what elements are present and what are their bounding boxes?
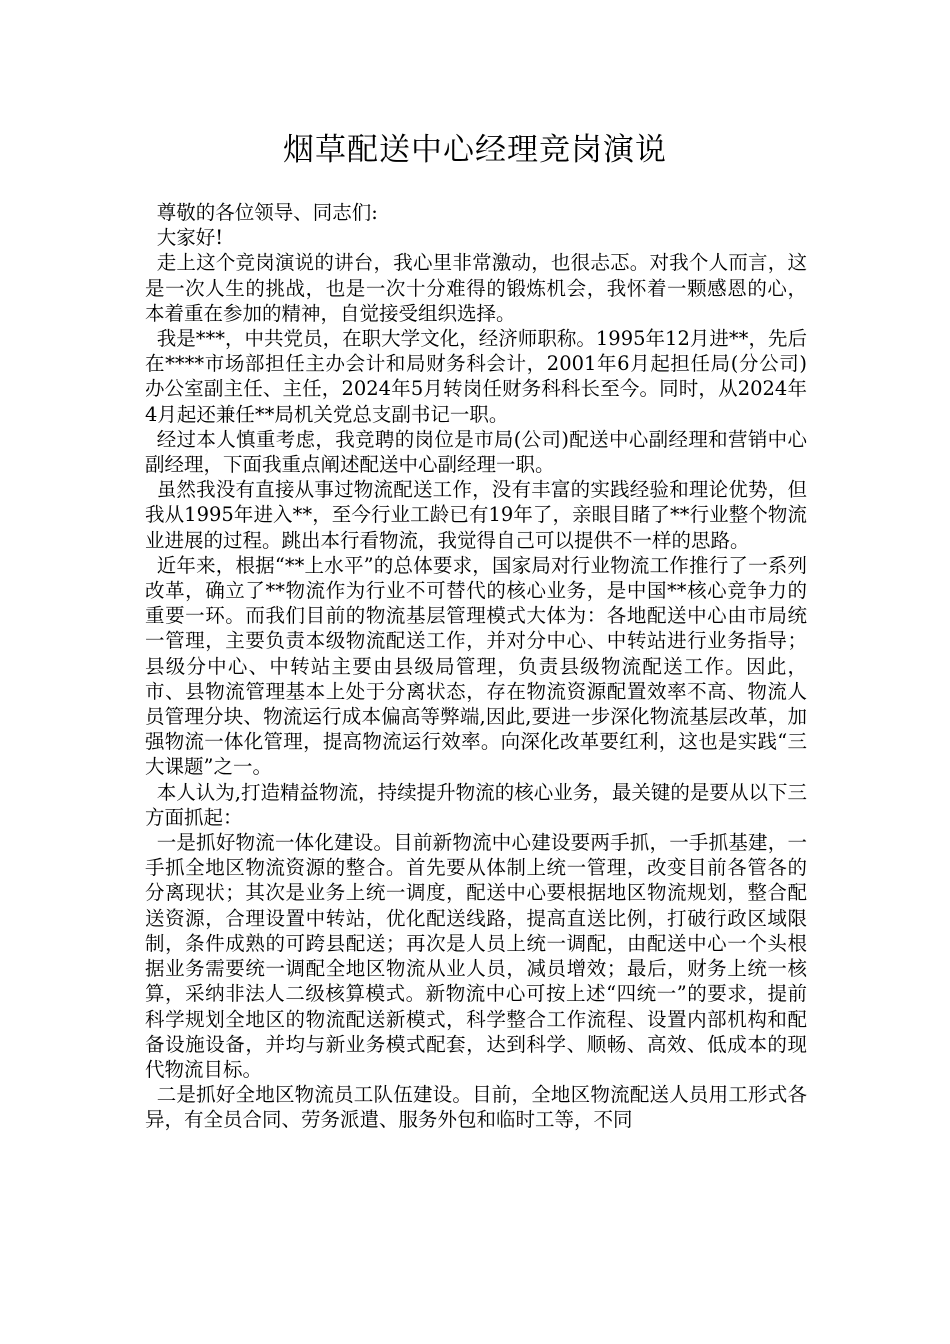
greeting: 大家好!	[156, 226, 224, 250]
paragraph-experience: 虽然我没有直接从事过物流配送工作，没有丰富的实践经验和理论优势，但我从1995年进入**，至今行业工龄已有19年了，亲眼目睹了**行业整个物流业进展的过程。跳出本行看物流，我觉得自己可以提供不一样的思路。	[145, 478, 807, 552]
paragraph-point-two: 二是抓好全地区物流员工队伍建设。目前，全地区物流配送人员用工形式各异，有全员合同、劳务派遣、服务外包和临时工等，不同	[145, 1083, 807, 1132]
document-title: 烟草配送中心经理竞岗演说	[283, 132, 667, 168]
paragraph-self-introduction: 我是***，中共党员，在职大学文化，经济师职称。1995年12月进**，先后在****市场部担任主办会计和局财务科会计，2001年6月起担任局(分公司)办公室副主任、主任，2024年5月转岗任财务科科长至今。同时，从2024年4月起还兼任**局机关党总支副书记一职。	[145, 327, 807, 426]
paragraph-opening: 走上这个竞岗演说的讲台，我心里非常激动，也很忐忑。对我个人而言，这是一次人生的挑战，也是一次十分难得的锻炼机会，我怀着一颗感恩的心，本着重在参加的精神，自觉接受组织选择。	[145, 251, 807, 325]
paragraph-background: 近年来，根据“**上水平”的总体要求，国家局对行业物流工作推行了一系列改革，确立了**物流作为行业不可替代的核心业务，是中国**核心竞争力的重要一环。而我们目前的物流基层管理模式大体为：各地配送中心由市局统一管理，主要负责本级物流配送工作，并对分中心、中转站进行业务指导；县级分中心、中转站主要由县级局管理，负责县级物流配送工作。因此，市、县物流管理基本上处于分离状态，存在物流资源配置效率不高、物流人员管理分块、物流运行成本偏高等弊端,因此,要进一步深化物流基层改革，加强物流一体化管理，提高物流运行效率。向深化改革要红利，这也是实践“三大课题”之一。	[145, 553, 807, 779]
paragraph-point-one: 一是抓好物流一体化建设。目前新物流中心建设要两手抓，一手抓基建，一手抓全地区物流资源的整合。首先要从体制上统一管理，改变目前各管各的分离现状；其次是业务上统一调度，配送中心要根据地区物流规划，整合配送资源，合理设置中转站，优化配送线路，提高直送比例，打破行政区域限制，条件成熟的可跨县配送；再次是人员上统一调配，由配送中心一个头根据业务需要统一调配全地区物流从业人员，减员增效；最后，财务上统一核算，采纳非法人二级核算模式。新物流中心可按上述“四统一”的要求，提前科学规划全地区的物流配送新模式，科学整合工作流程、设置内部机构和配备设施设备，并均与新业务模式配套，达到科学、顺畅、高效、低成本的现代物流目标。	[145, 831, 807, 1081]
salutation: 尊敬的各位领导、同志们:	[156, 201, 378, 224]
paragraph-position: 经过本人慎重考虑，我竞聘的岗位是市局(公司)配送中心副经理和营销中心副经理，下面我重点阐述配送中心副经理一职。	[145, 427, 807, 477]
paragraph-approach: 本人认为,打造精益物流，持续提升物流的核心业务，最关键的是要从以下三方面抓起：	[145, 780, 807, 829]
document-body	[145, 200, 807, 1133]
